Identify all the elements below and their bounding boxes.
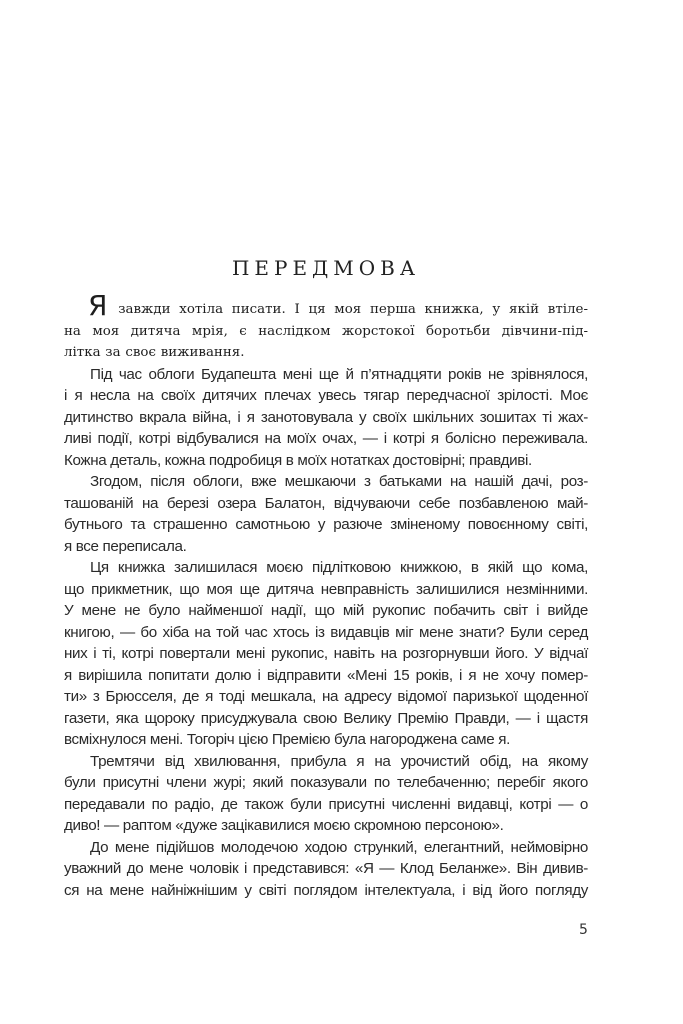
text-line: Тремтячи від хвилювання, прибула я на урочистий обід, на якому [90,752,588,770]
text-line: що прикметник, що моя ще дитяча невправність залишилися незмінними. [64,580,588,598]
book-page [64,0,588,1024]
text-line: Під час облоги Будапешта мені ще й п’ятнадцяти років не зрівнялося, [90,365,588,383]
text-line: У мене не було найменшої надії, що мій рукопис побачить світ і вийде [64,602,588,619]
text-line: ти» з Брюсселя, де я тоді мешкала, на адресу відомої паризької щоденної [64,688,588,705]
text-line: Кожна деталь, кожна подробиця в моїх нотатках достовірні; правдиві. [64,451,532,469]
chapter-title: ПЕРЕДМОВА [231,256,421,280]
text-line: диво! — раптом «дуже зацікавилися моєю скромною персоною». [64,817,504,834]
text-line: на моя дитяча мрія, є наслідком жорстокої боротьби дівчини-під- [64,323,588,339]
text-line: всміхнулося мені. Тогоріч цією Премією була нагороджена саме я. [64,731,510,748]
text-line: ташованій на березі озера Балатон, відчуваючи себе позбавленою май- [64,494,588,512]
paragraph-1 [64,364,588,472]
paragraph-3 [64,557,588,751]
text-line: уважний до мене чоловік і представився: «Я — Клод Беланже». Він дивив- [64,860,588,877]
body-text [64,289,588,901]
text-line: Згодом, після облоги, вже мешкаючи з батьками на нашій дачі, роз- [90,473,588,490]
dropcap: Я [88,289,108,322]
text-line: і я несла на своїх дитячих плечах увесь тягар передчасної зрілості. Моє [64,387,588,404]
text-line: я все переписала. [64,537,187,555]
page-number: 5 [579,922,588,938]
text-line: були присутні члени журі; який показували по телебаченню; перебіг якого [64,774,588,791]
text-line: літка за своє виживання. [64,345,245,360]
lead-paragraph [64,289,588,364]
text-line: я вирішила попитати долю і відправити «Мені 15 років, і я не хочу помер- [64,666,588,684]
text-line: Я завжди хотіла писати. І ця моя перша книжка, у якій втіле- [88,289,588,322]
text-line: До мене підійшов молодечою ходою стрункий, елегантний, неймовірно [90,838,588,856]
text-line: ливі події, котрі відбувалися на моїх очах, — і котрі я болісно переживала. [64,430,588,447]
paragraph-4 [64,751,588,837]
text-line: ся на мене найніжнішим у світі поглядом інтелектуала, і від його погляду [64,881,588,899]
text-line: передавали по радіо, де також були присутні численні видавці, котрі — о [64,795,588,813]
paragraph-2 [64,471,588,557]
text-line: газети, яка щороку присуджувала свою Велику Премію Правди, — і щастя [64,709,588,727]
text-line: книгою, — бо хіба на той час хтось із видавців міг мене знати? Були серед [64,623,588,641]
text-line: Ця книжка залишилася моєю підлітковою книжкою, в якій що кома, [90,559,588,576]
paragraph-5 [64,837,588,902]
text-line: них і ті, котрі повертали мені рукопис, навіть на розгорнувши його. У відчаї [64,645,588,662]
text-line: бутнього та страшенно самотньою у разюче зміненому повоєнному світі, [64,516,588,533]
text-line: дитинство вкрала війна, і я занотовувала у своїх шкільних зошитах ті жах- [64,408,588,426]
